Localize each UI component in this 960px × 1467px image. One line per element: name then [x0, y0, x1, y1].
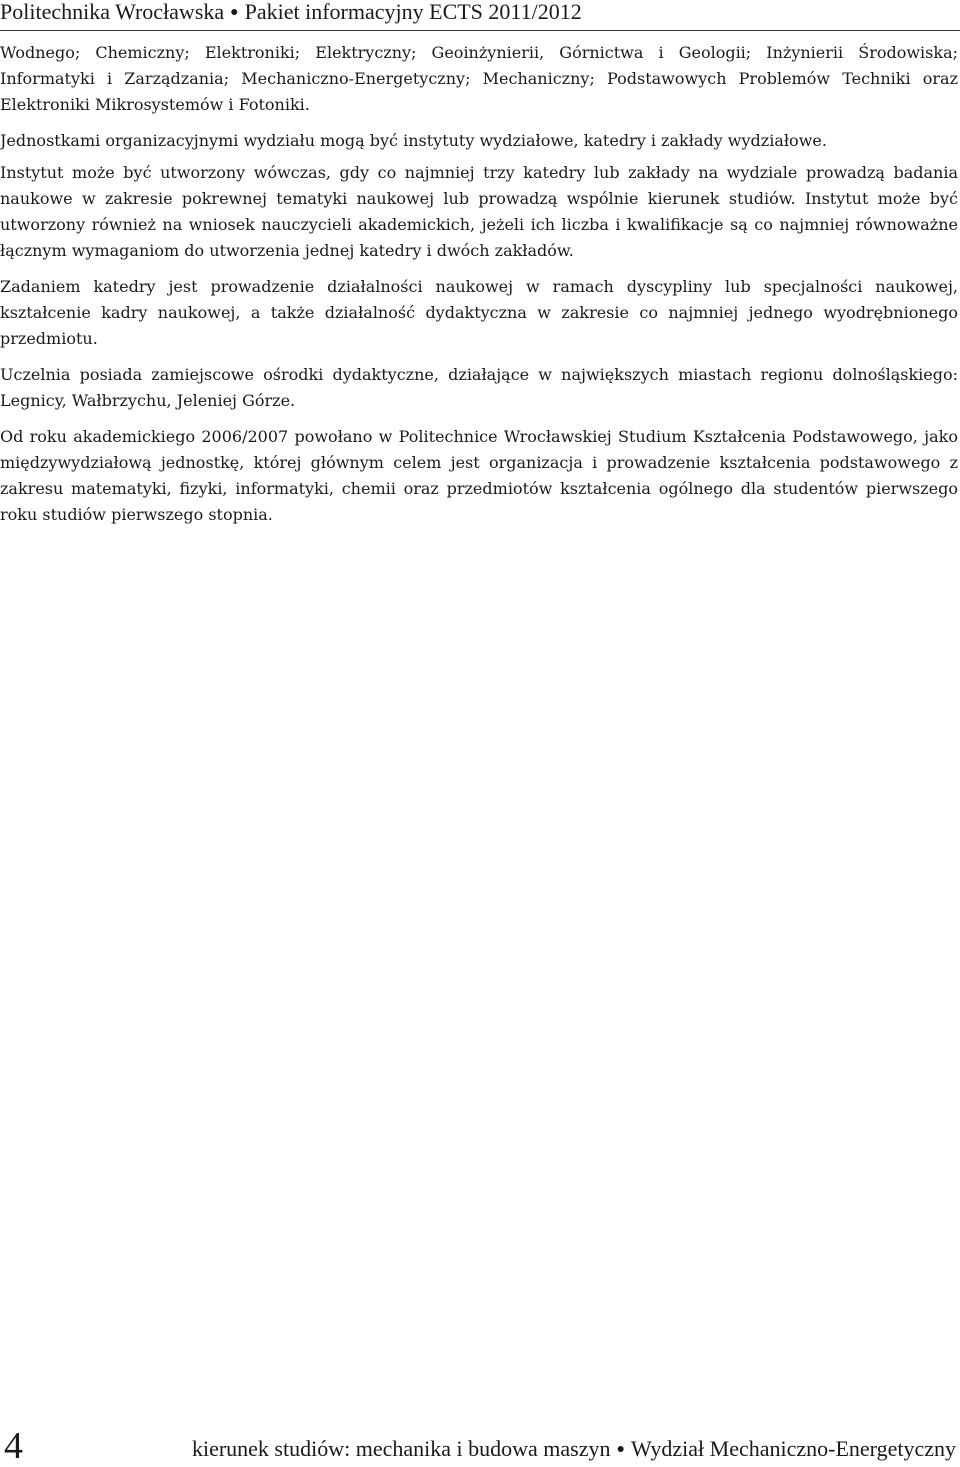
page-body [0, 40, 958, 538]
paragraph-department-tasks: Zadaniem katedry jest prowadzenie działalności naukowej w ramach dyscypliny lub specjalności naukowej, kształcenie kadry naukowej, a także działalność dydaktyczna w zakresie co najmniej jednego wyodrębnionego przedmiotu. [0, 277, 958, 348]
paragraph-institute: Instytut może być utworzony wówczas, gdy co najmniej trzy katedry lub zakłady na wydziale prowadzą badania naukowe w zakresie pokrewnej tematyki naukowej lub prowadzą wspólnie kierunek studiów. Instytut może być utworzony również na wniosek nauczycieli akademickich, jeżeli ich liczba i kwalifikacje są co najmniej równoważne łącznym wymaganiom do utworzenia jednej katedry i dwóch zakładów. [0, 163, 958, 260]
header-separator-dot: ● [230, 5, 239, 20]
header-publication: Pakiet informacyjny ECTS 2011/2012 [244, 0, 582, 24]
header-university: Politechnika Wrocławska [0, 0, 225, 24]
footer-faculty: Wydział Mechaniczno-Energetyczny [630, 1436, 956, 1461]
paragraph-faculties: Wodnego; Chemiczny; Elektroniki; Elektryczny; Geoinżynierii, Górnictwa i Geologii; Inżynierii Środowiska; Informatyki i Zarządzania; Mechaniczno-Energetyczny; Mechaniczny; Podstawowych Problemów Techniki oraz Elektroniki Mikrosystemów i Fotoniki. [0, 43, 958, 114]
page-number: 4 [4, 1425, 23, 1467]
footer-text [192, 1436, 956, 1463]
running-footer [0, 1425, 958, 1467]
paragraph-organizational-units: Jednostkami organizacyjnymi wydziału mogą być instytuty wydziałowe, katedry i zakłady wydziałowe. [0, 131, 827, 150]
paragraph-regional-centres: Uczelnia posiada zamiejscowe ośrodki dydaktyczne, działające w największych miastach regionu dolnośląskiego: Legnicy, Wałbrzychu, Jeleniej Górze. [0, 365, 958, 410]
header-rule [0, 30, 960, 31]
running-header [0, 0, 960, 30]
footer-field-of-study: kierunek studiów: mechanika i budowa maszyn [191, 1436, 611, 1461]
footer-separator-dot: ● [616, 1442, 625, 1457]
paragraph-basic-studies: Od roku akademickiego 2006/2007 powołano w Politechnice Wrocławskiej Studium Kształcenia Podstawowego, jako międzywydziałową jednostkę, której głównym celem jest organizacja i prowadzenie kształcenia podstawowego z zakresu matematyki, fizyki, informatyki, chemii oraz przedmiotów kształcenia ogólnego dla studentów pierwszego roku studiów pierwszego stopnia. [0, 427, 958, 524]
